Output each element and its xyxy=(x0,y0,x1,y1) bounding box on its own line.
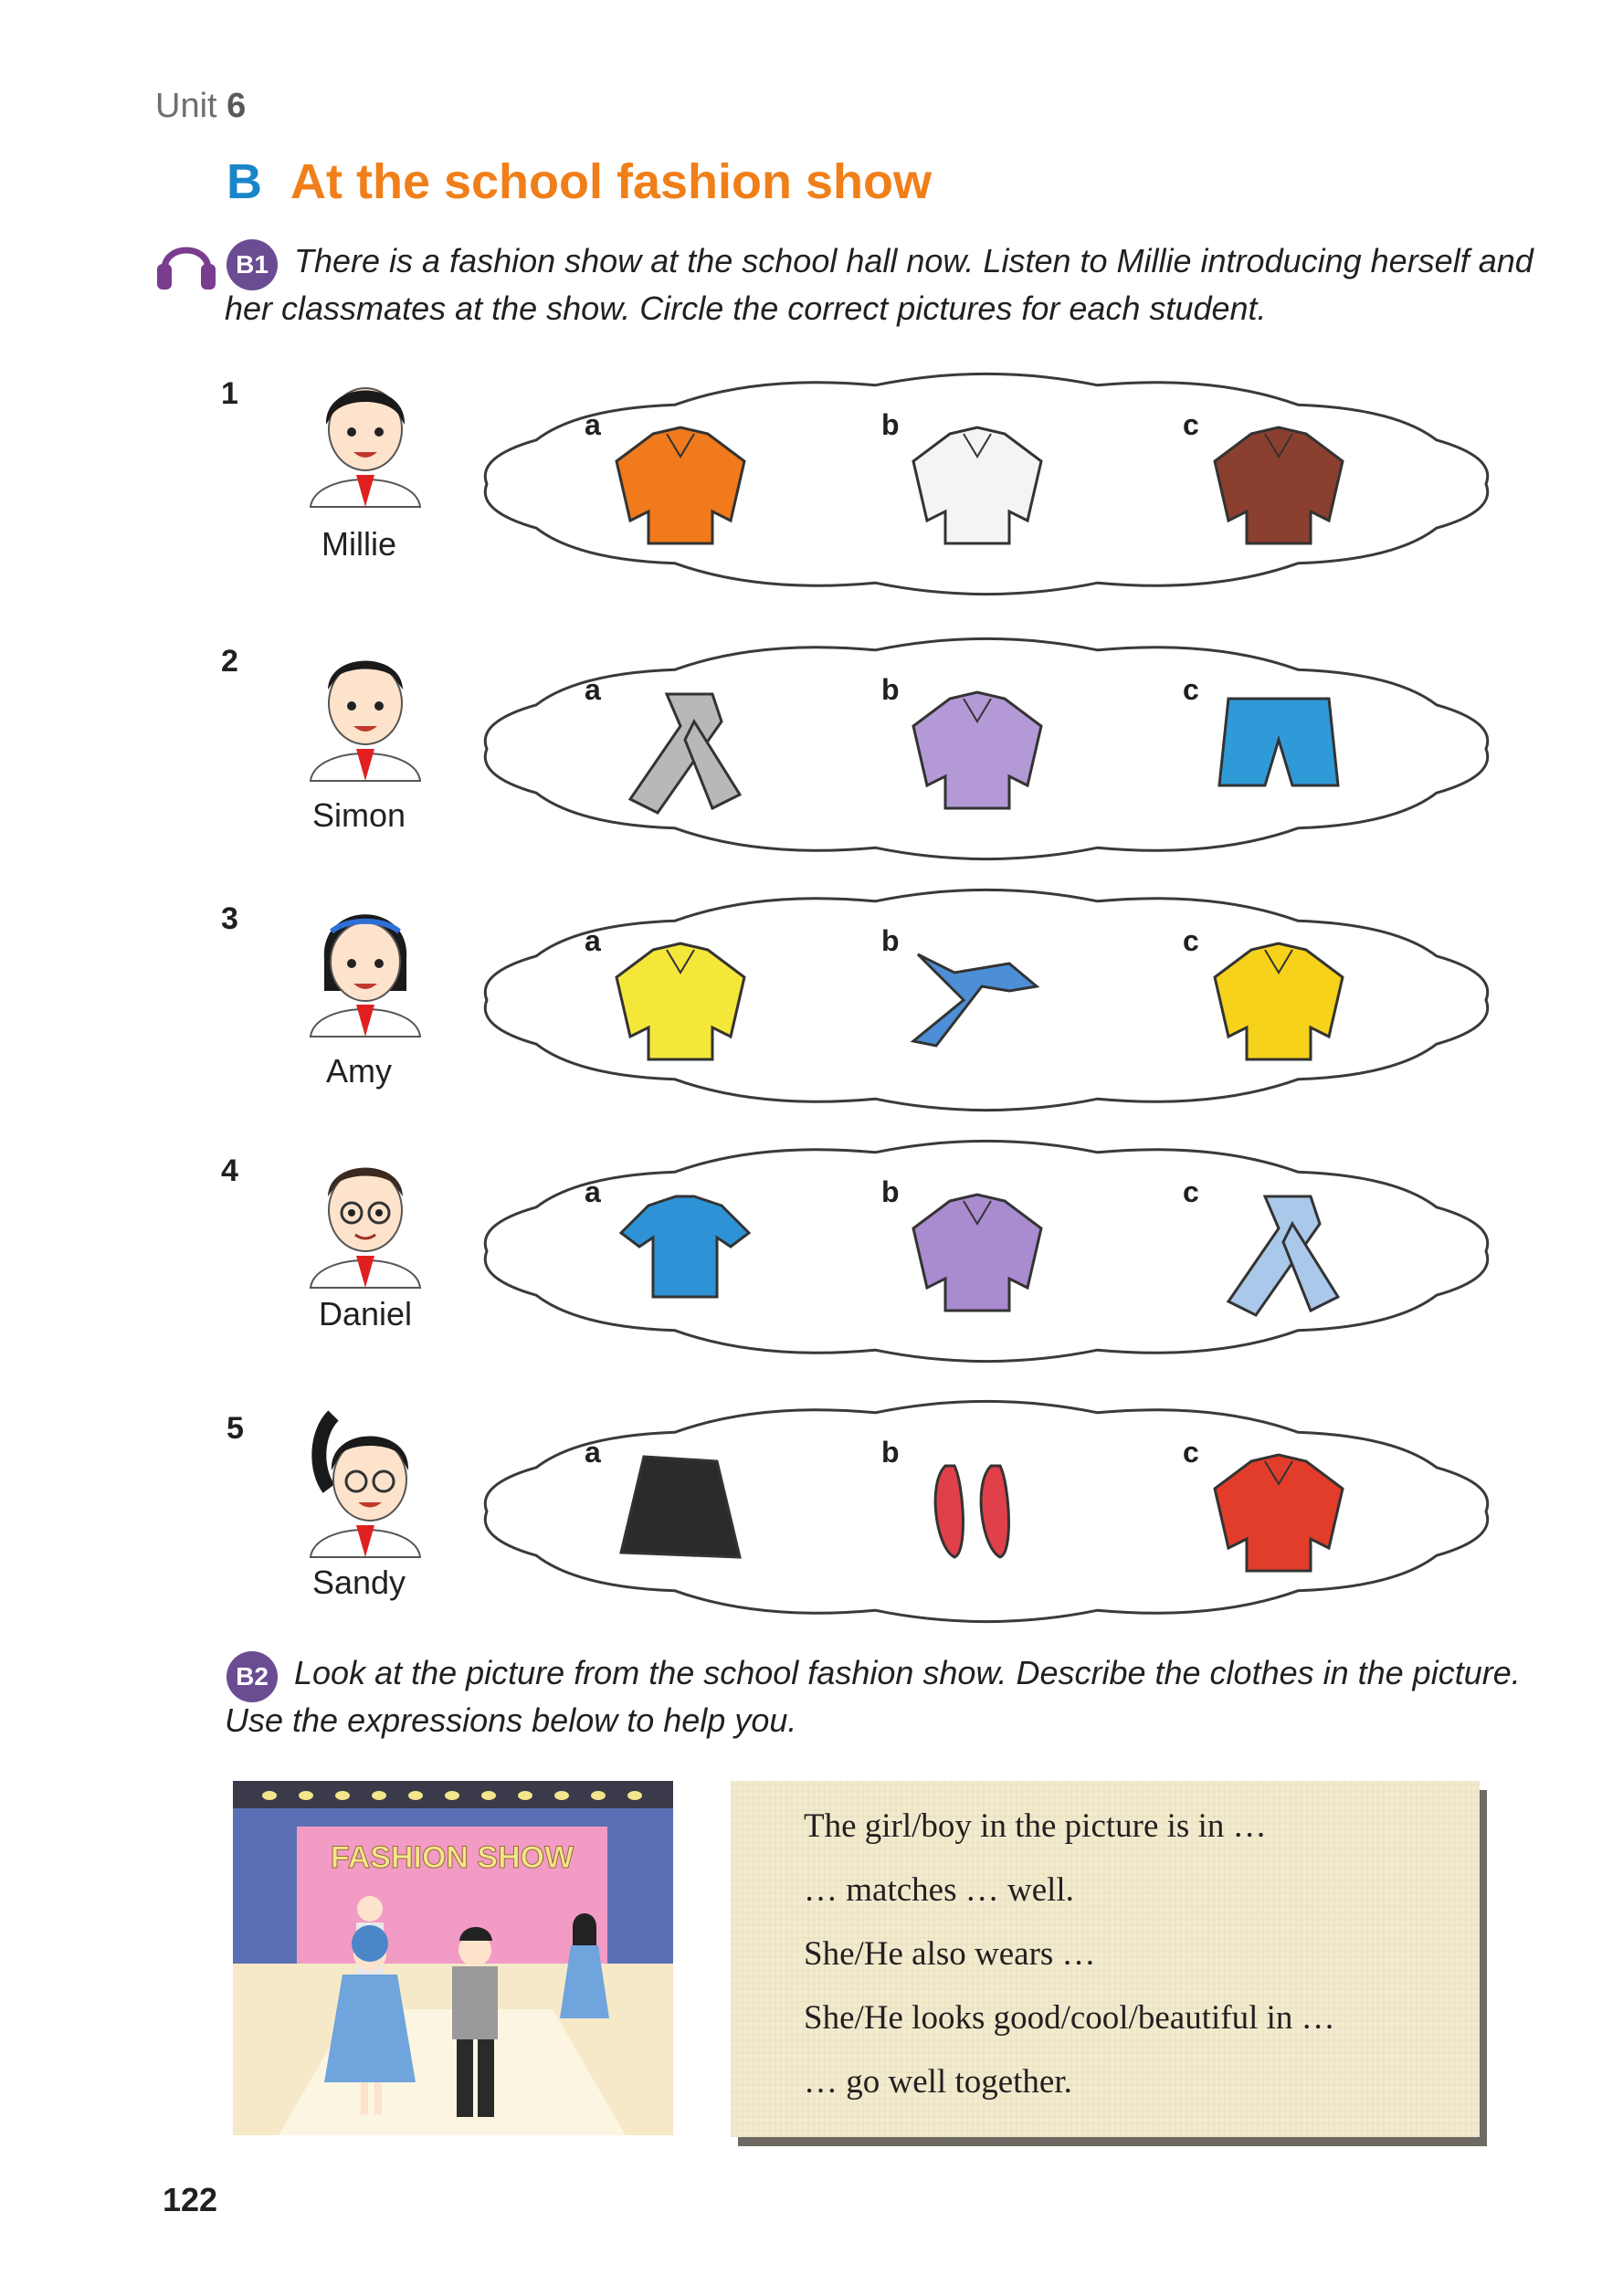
option-letter: c xyxy=(1183,408,1199,441)
purple-checked-shirt-icon[interactable] xyxy=(900,1187,1055,1324)
section-title: At the school fashion show xyxy=(290,154,933,209)
expression-line: The girl/boy in the picture is in … xyxy=(804,1807,1267,1845)
light-blue-jeans-icon[interactable] xyxy=(1201,1187,1356,1324)
option-letter: c xyxy=(1183,1175,1199,1208)
student-portrait-millie xyxy=(297,361,434,511)
brown-sweater-icon[interactable] xyxy=(1201,420,1356,557)
white-blouse-icon[interactable] xyxy=(900,420,1055,557)
row-number: 2 xyxy=(221,644,238,679)
fashion-show-illustration xyxy=(233,1781,673,2135)
option-letter: a xyxy=(585,924,601,957)
b2-badge: B2 xyxy=(227,1651,278,1702)
orange-jacket-icon[interactable] xyxy=(603,420,758,557)
b1-instruction-line2: her classmates at the show. Circle the correct pictures for each student. xyxy=(225,290,1267,327)
option-letter: c xyxy=(1183,1436,1199,1469)
yellow-blouse-icon[interactable] xyxy=(1201,936,1356,1073)
page-number: 122 xyxy=(163,2181,218,2218)
purple-shirt-icon[interactable] xyxy=(900,685,1055,822)
blue-shorts-icon[interactable] xyxy=(1201,685,1356,822)
row-number: 1 xyxy=(221,376,238,411)
student-name: Millie xyxy=(321,525,396,563)
option-letter: c xyxy=(1183,924,1199,957)
student-portrait-daniel xyxy=(297,1142,434,1292)
black-skirt-icon[interactable] xyxy=(603,1448,758,1585)
headphones-icon xyxy=(153,233,219,293)
unit-prefix: Unit xyxy=(155,87,217,125)
option-letter: a xyxy=(585,1436,601,1469)
expressions-note-card xyxy=(731,1781,1480,2137)
expression-line: … matches … well. xyxy=(804,1871,1074,1909)
option-letter: b xyxy=(881,924,900,957)
option-letter: b xyxy=(881,408,900,441)
blue-t-shirt-icon[interactable] xyxy=(603,1187,758,1324)
expression-line: She/He looks good/cool/beautiful in … xyxy=(804,1999,1335,2037)
student-name: Amy xyxy=(326,1052,392,1090)
option-letter: a xyxy=(585,673,601,706)
b1-instruction-line1: There is a fashion show at the school hall now. Listen to Millie introducing herself and xyxy=(294,242,1533,279)
fashion-show-sign: FASHION SHOW xyxy=(330,1840,574,1875)
student-portrait-sandy xyxy=(297,1397,434,1562)
student-name: Simon xyxy=(311,796,406,834)
red-blouse-icon[interactable] xyxy=(1201,1448,1356,1585)
option-letter: a xyxy=(585,408,601,441)
expression-line: She/He also wears … xyxy=(804,1935,1096,1973)
student-portrait-simon xyxy=(297,635,434,785)
blue-scarf-icon[interactable] xyxy=(900,936,1055,1073)
section-letter: B xyxy=(227,154,262,209)
option-letter: a xyxy=(585,1175,601,1208)
student-name: Sandy xyxy=(311,1564,406,1601)
unit-label xyxy=(155,87,246,126)
option-letter: c xyxy=(1183,673,1199,706)
option-letter: b xyxy=(881,673,900,706)
b2-instruction-line1: Look at the picture from the school fashion show. Describe the clothes in the picture. xyxy=(294,1654,1521,1691)
row-number: 4 xyxy=(221,1153,238,1188)
expression-line: … go well together. xyxy=(804,2063,1072,2101)
b2-instruction-line2: Use the expressions below to help you. xyxy=(225,1701,797,1739)
red-shoes-icon[interactable] xyxy=(900,1448,1055,1585)
option-letter: b xyxy=(881,1436,900,1469)
student-name: Daniel xyxy=(318,1295,413,1332)
yellow-sweater-icon[interactable] xyxy=(603,936,758,1073)
unit-number: 6 xyxy=(227,87,247,125)
student-portrait-amy xyxy=(297,890,434,1041)
b1-badge: B1 xyxy=(227,239,278,290)
option-letter: b xyxy=(881,1175,900,1208)
row-number: 5 xyxy=(227,1411,244,1446)
row-number: 3 xyxy=(221,901,238,936)
grey-trousers-icon[interactable] xyxy=(603,685,758,822)
